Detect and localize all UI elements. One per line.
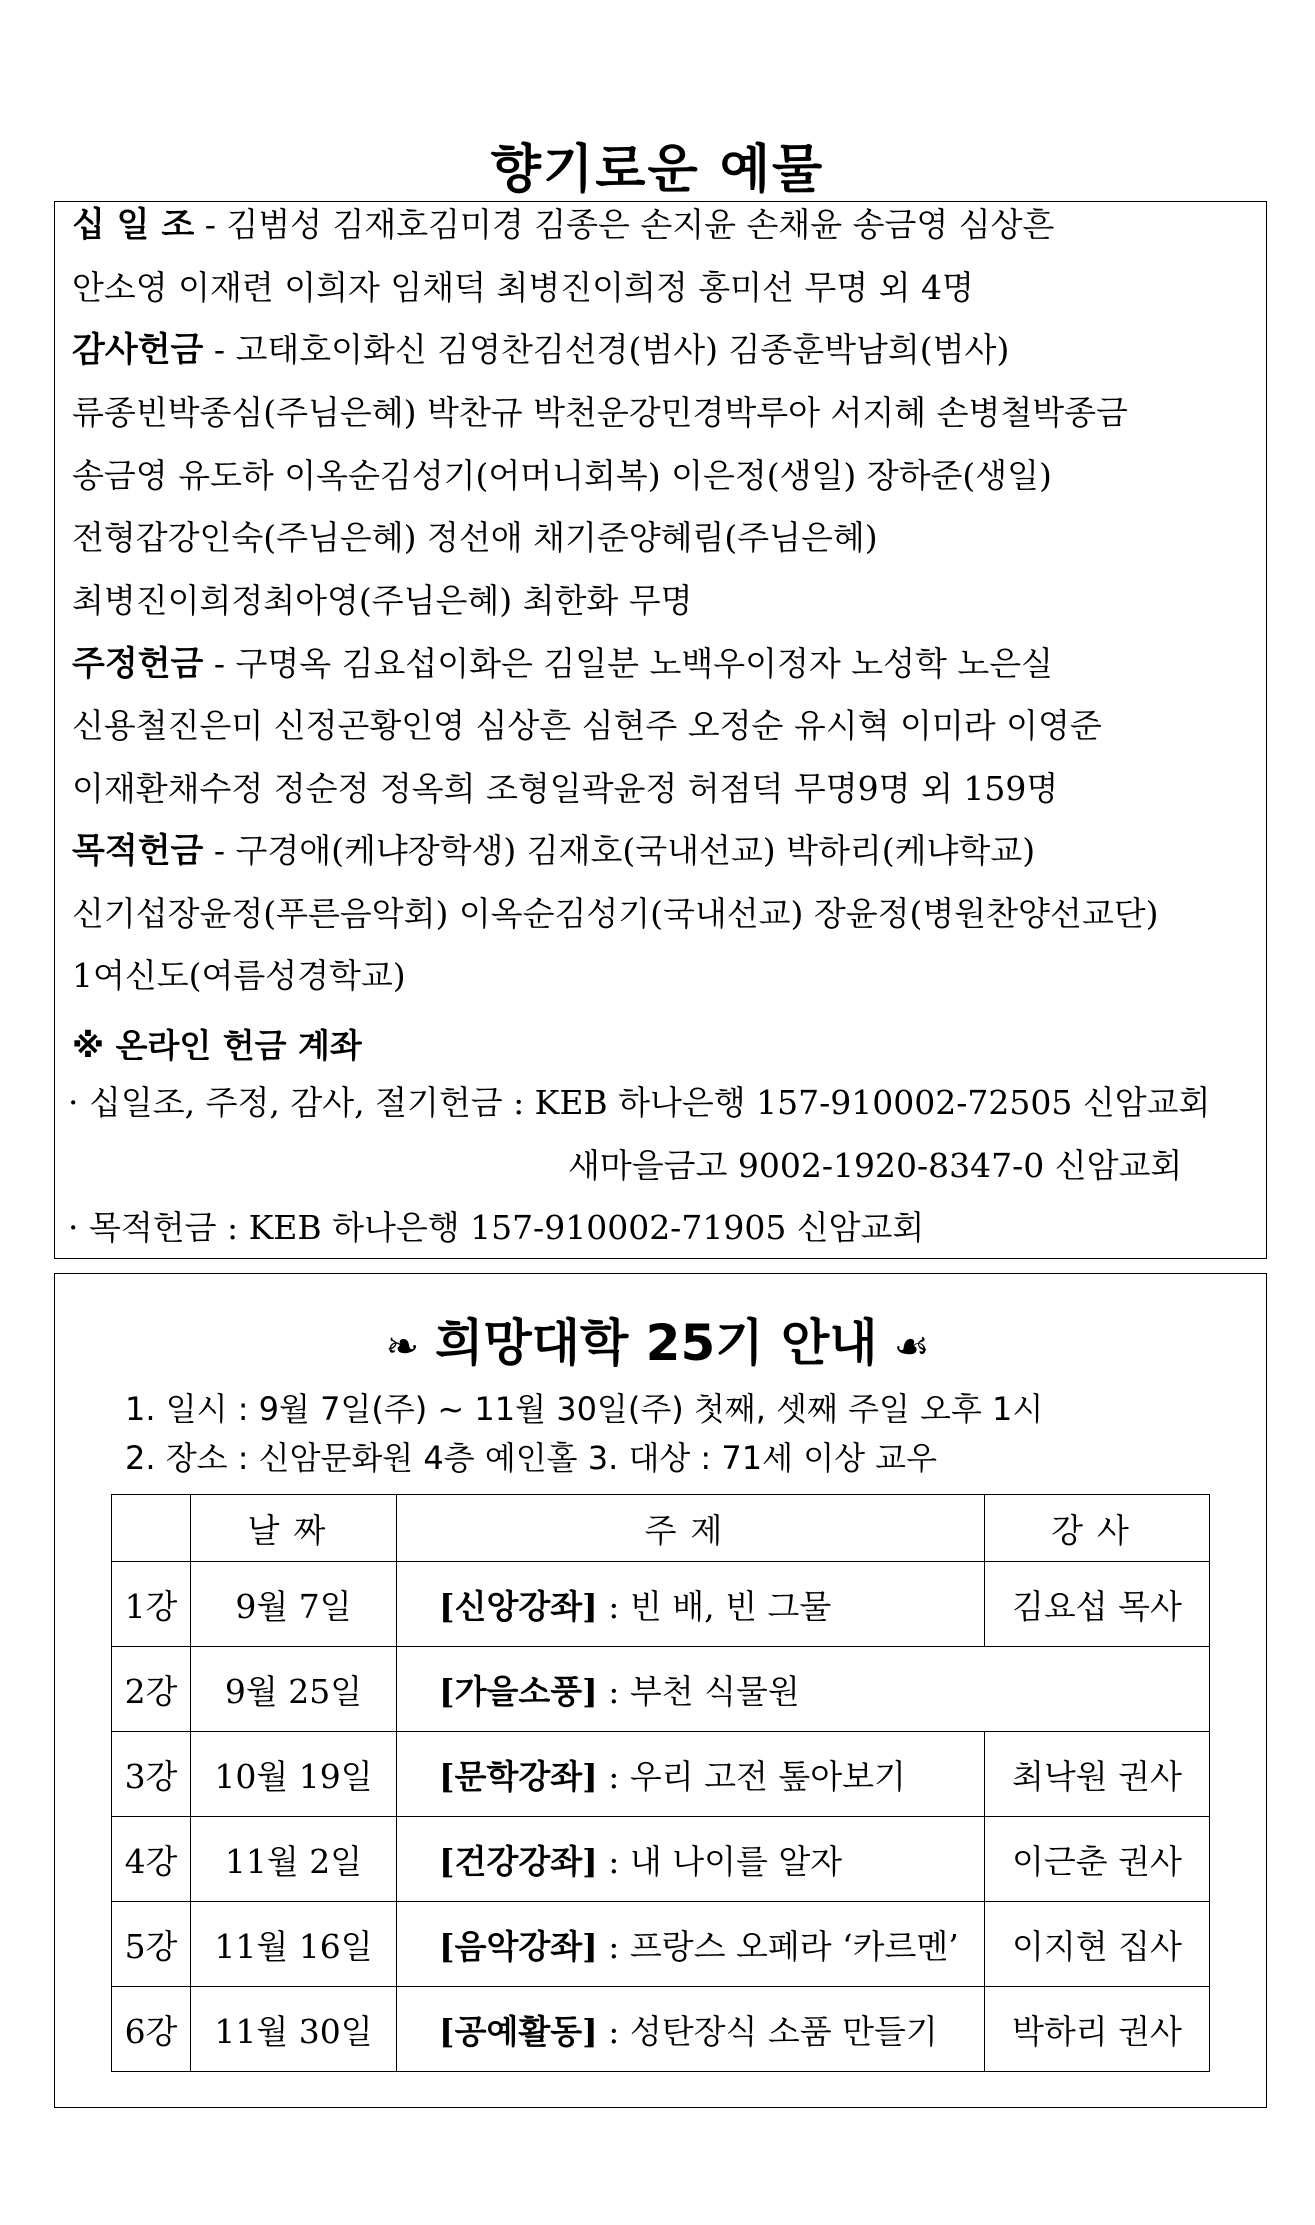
purpose-names-1: - 구경애(케냐장학생) 김재호(국내선교) 박하리(케냐학교) — [203, 831, 1036, 870]
topic-text: : 프랑스 오페라 ‘카르멘’ — [597, 1926, 959, 1966]
weekly-names-1: - 구명옥 김요섭이화은 김일분 노백우이정자 노성학 노은실 — [203, 644, 1054, 683]
topic-tag: [문학강좌] — [439, 1756, 598, 1796]
header-no — [112, 1495, 191, 1562]
row-lecturer: 최낙원 권사 — [985, 1732, 1210, 1817]
account-line-2: 새마을금고 9002-1920-8347-0 신암교회 — [568, 1146, 1183, 1185]
weekly-line-1 — [72, 644, 1053, 684]
topic-tag: [공예활동] — [439, 2011, 598, 2051]
row-topic — [397, 1987, 985, 2072]
online-account-heading: ※ 온라인 헌금 계좌 — [72, 1026, 362, 1065]
college-schedule-info: 1. 일시 : 9월 7일(주) ~ 11월 30일(주) 첫째, 셋째 주일 오후 1시 — [125, 1390, 1044, 1428]
row-no: 4강 — [112, 1817, 191, 1902]
header-date: 날짜 — [191, 1495, 397, 1562]
college-title-text: 희망대학 25기 안내 — [435, 1314, 878, 1372]
row-lecturer: 이지현 집사 — [985, 1902, 1210, 1987]
weekly-names-2: 신용철진은미 신정곤황인영 심상흔 심현주 오정순 유시혁 이미라 이영준 — [72, 706, 1102, 745]
thanks-names-1: - 고태호이화신 김영찬김선경(범사) 김종훈박남희(범사) — [203, 330, 1010, 369]
weekly-names-3: 이재환채수정 정순정 정옥희 조형일곽윤정 허점덕 무명9명 외 159명 — [72, 769, 1059, 808]
row-date: 9월 25일 — [191, 1647, 397, 1732]
row-no: 1강 — [112, 1562, 191, 1647]
row-topic — [397, 1902, 985, 1987]
table-row — [112, 1732, 1210, 1817]
thanks-names-5: 최병진이희정최아영(주님은혜) 최한화 무명 — [72, 581, 693, 620]
topic-text: : 우리 고전 톺아보기 — [597, 1756, 906, 1796]
topic-tag: [가을소풍] — [439, 1671, 598, 1711]
thanks-label: 감사헌금 — [72, 330, 204, 370]
thanks-names-4: 전형갑강인숙(주님은혜) 정선애 채기준양혜림(주님은혜) — [72, 518, 878, 557]
thanks-names-3: 송금영 유도하 이옥순김성기(어머니회복) 이은정(생일) 장하준(생일) — [72, 456, 1052, 495]
row-no: 6강 — [112, 1987, 191, 2072]
tithe-names-1: - 김범성 김재호김미경 김종은 손지윤 손채윤 송금영 심상흔 — [194, 205, 1055, 244]
topic-tag: [건강강좌] — [439, 1841, 598, 1881]
row-date: 11월 30일 — [191, 1987, 397, 2072]
topic-text: : 부천 식물원 — [597, 1671, 800, 1711]
tithe-names-2: 안소영 이재련 이희자 임채덕 최병진이희정 홍미선 무명 외 4명 — [72, 268, 974, 307]
purpose-names-3: 1여신도(여름성경학교) — [72, 956, 406, 995]
weekly-label: 주정헌금 — [72, 644, 204, 684]
row-lecturer: 김요섭 목사 — [985, 1562, 1210, 1647]
tithe-line-1 — [72, 205, 1054, 245]
table-row — [112, 1817, 1210, 1902]
header-topic: 주제 — [397, 1495, 985, 1562]
topic-text: : 내 나이를 알자 — [597, 1841, 843, 1881]
table-header-row — [112, 1495, 1210, 1562]
row-date: 11월 2일 — [191, 1817, 397, 1902]
topic-tag: [신앙강좌] — [439, 1586, 598, 1626]
college-title — [0, 1303, 1315, 1375]
thanks-names-2: 류종빈박종심(주님은혜) 박찬규 박천운강민경박루아 서지혜 손병철박종금 — [72, 393, 1128, 432]
row-date: 11월 16일 — [191, 1902, 397, 1987]
lecture-schedule-table — [111, 1494, 1210, 2072]
fleuron-right-icon: ☙ — [893, 1324, 930, 1370]
purpose-label: 목적헌금 — [72, 831, 204, 871]
account-line-3: · 목적헌금 : KEB 하나은행 157-910002-71905 신암교회 — [68, 1208, 925, 1247]
row-topic — [397, 1732, 985, 1817]
page-title: 향기로운 예물 — [490, 140, 825, 200]
row-lecturer: 박하리 권사 — [985, 1987, 1210, 2072]
row-date: 10월 19일 — [191, 1732, 397, 1817]
row-no: 3강 — [112, 1732, 191, 1817]
topic-text: : 빈 배, 빈 그물 — [597, 1586, 832, 1626]
row-topic — [397, 1647, 1210, 1732]
header-lecturer: 강사 — [985, 1495, 1210, 1562]
row-no: 2강 — [112, 1647, 191, 1732]
row-lecturer: 이근춘 권사 — [985, 1817, 1210, 1902]
table-row — [112, 1647, 1210, 1732]
row-no: 5강 — [112, 1902, 191, 1987]
account-line-1: · 십일조, 주정, 감사, 절기헌금 : KEB 하나은행 157-910002-72505 신암교회 — [68, 1083, 1211, 1122]
table-row — [112, 1902, 1210, 1987]
row-date: 9월 7일 — [191, 1562, 397, 1647]
fleuron-left-icon: ❧ — [385, 1324, 420, 1370]
topic-tag: [음악강좌] — [439, 1926, 598, 1966]
topic-text: : 성탄장식 소품 만들기 — [597, 2011, 938, 2051]
table-row — [112, 1562, 1210, 1647]
college-place-info: 2. 장소 : 신암문화원 4층 예인홀 3. 대상 : 71세 이상 교우 — [125, 1439, 938, 1477]
row-topic — [397, 1562, 985, 1647]
purpose-line-1 — [72, 831, 1035, 871]
thanks-line-1 — [72, 330, 1009, 370]
table-row — [112, 1987, 1210, 2072]
purpose-names-2: 신기섭장윤정(푸른음악회) 이옥순김성기(국내선교) 장윤정(병원찬양선교단) — [72, 894, 1159, 933]
row-topic — [397, 1817, 985, 1902]
tithe-label: 십 일 조 — [72, 205, 195, 245]
